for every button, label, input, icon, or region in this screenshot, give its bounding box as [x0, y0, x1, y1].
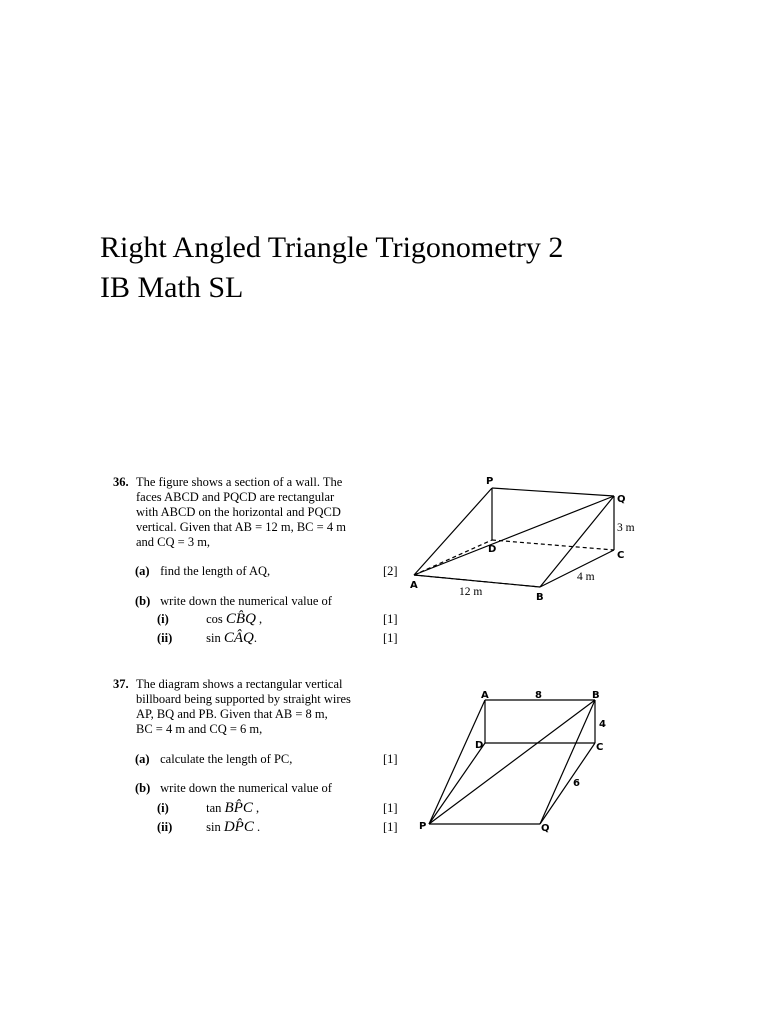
sub-label: (ii) — [157, 631, 173, 645]
sub-label: (i) — [157, 801, 169, 815]
length-label-bc: 4 m — [577, 571, 595, 583]
mark: [1] — [383, 801, 398, 815]
intro-line: faces ABCD and PQCD are rectangular — [136, 490, 335, 504]
vertex-label-c: C — [596, 742, 604, 753]
part-label: (b) — [135, 594, 151, 608]
part-text: calculate the length of PC, — [160, 752, 293, 766]
punctuation: . — [253, 820, 261, 834]
figure-36-wall-section — [400, 470, 645, 605]
length-label-ab: 12 m — [459, 586, 483, 598]
vertex-label-p: P — [486, 476, 494, 487]
vertex-label-b: B — [536, 592, 544, 603]
mark: [1] — [383, 820, 398, 834]
vertex-label-q: Q — [541, 823, 550, 834]
question-36 — [113, 475, 403, 650]
part-label: (b) — [135, 781, 151, 795]
sub-label: (i) — [157, 612, 169, 626]
punctuation: . — [253, 631, 257, 645]
vertex-label-a: A — [481, 690, 489, 701]
part-label: (a) — [135, 752, 150, 766]
mark: [1] — [383, 752, 398, 766]
sub-part-i — [157, 612, 262, 627]
trig-function: tan — [206, 801, 222, 815]
part-text: write down the numerical value of — [160, 594, 332, 608]
length-label-cq: 3 m — [617, 522, 635, 534]
intro-line: billboard being supported by straight wires — [136, 692, 351, 706]
page-title — [100, 228, 563, 308]
vertex-label-a: A — [410, 580, 418, 591]
mark: [2] — [383, 564, 398, 578]
vertex-label-b: B — [592, 690, 600, 701]
punctuation: , — [252, 801, 260, 815]
part-text: find the length of AQ, — [160, 564, 271, 578]
question-number: 37. — [113, 677, 129, 691]
intro-line: AP, BQ and PB. Given that AB = 8 m, — [136, 707, 328, 721]
part-a — [135, 752, 292, 767]
part-b — [135, 781, 332, 796]
intro-line: and CQ = 3 m, — [136, 535, 211, 549]
length-label-ab: 8 — [535, 690, 542, 701]
length-label-bc: 4 — [599, 719, 606, 730]
sub-part-ii — [157, 820, 260, 835]
angle-expression: BP̂C — [224, 800, 253, 816]
angle-expression: DP̂C — [223, 819, 254, 835]
mark: [1] — [383, 631, 398, 645]
intro-line: The figure shows a section of a wall. The — [136, 475, 343, 489]
vertex-label-d: D — [475, 740, 484, 751]
vertex-label-c: C — [617, 550, 625, 561]
title-line-2: IB Math SL — [100, 271, 244, 304]
sub-label: (ii) — [157, 820, 173, 834]
part-label: (a) — [135, 564, 150, 578]
question-intro — [136, 475, 406, 550]
angle-expression: CÂQ — [223, 630, 254, 646]
intro-line: vertical. Given that AB = 12 m, BC = 4 m — [136, 520, 346, 534]
sub-part-i — [157, 801, 259, 816]
part-b — [135, 594, 332, 609]
intro-line: The diagram shows a rectangular vertical — [136, 677, 343, 691]
intro-line: BC = 4 m and CQ = 6 m, — [136, 722, 263, 736]
question-37 — [113, 677, 403, 837]
trig-function: cos — [206, 612, 223, 626]
trig-function: sin — [206, 820, 221, 834]
vertex-label-p: P — [419, 821, 427, 832]
vertex-label-q: Q — [617, 494, 626, 505]
question-number: 36. — [113, 475, 129, 489]
part-text: write down the numerical value of — [160, 781, 332, 795]
punctuation: , — [255, 612, 263, 626]
angle-expression: CB̂Q — [225, 611, 256, 627]
sub-part-ii — [157, 631, 257, 646]
figure-37-billboard — [415, 686, 615, 836]
length-label-cq: 6 — [573, 778, 580, 789]
question-intro — [136, 677, 406, 737]
mark: [1] — [383, 612, 398, 626]
title-line-1: Right Angled Triangle Trigonometry 2 — [100, 231, 564, 264]
vertex-label-d: D — [488, 544, 497, 555]
intro-line: with ABCD on the horizontal and PQCD — [136, 505, 341, 519]
part-a — [135, 564, 270, 579]
trig-function: sin — [206, 631, 221, 645]
